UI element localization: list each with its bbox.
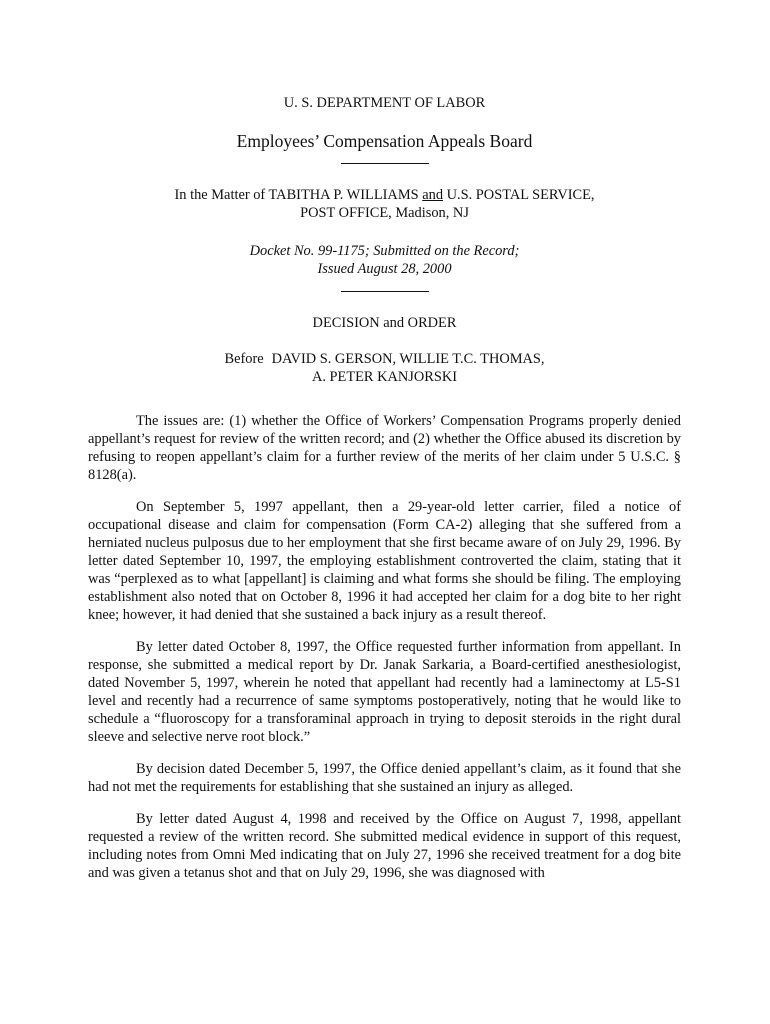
paragraph: By letter dated October 8, 1997, the Office requested further information from appellant. In response, she submitted a medical report by Dr. Janak Sarkaria, a Board-certified anesthesiologist, dated November 5, 1997, wherein he noted that appellant had recently had a laminectomy at L5-S1 level and recently had a recurrence of same symptoms postoperatively, noting that he would like to schedule a “fluoroscopy for a transforaminal approach in trying to deposit steroids in the right dural sleeve and selective nerve root block.” — [88, 639, 681, 745]
docket-line2: Issued August 28, 2000 — [317, 261, 452, 277]
before-label: Before — [224, 351, 264, 367]
divider-rule — [341, 291, 429, 292]
case-caption-line1 — [88, 186, 681, 204]
decision-title: DECISION and ORDER — [312, 315, 457, 331]
case-caption-line2: POST OFFICE, Madison, NJ — [300, 205, 469, 221]
divider-rule — [341, 163, 429, 164]
caption-suffix: U.S. POSTAL SERVICE, — [443, 187, 595, 203]
panel-members — [88, 350, 681, 386]
document-body — [88, 412, 681, 896]
caption-prefix: In the Matter of TABITHA P. WILLIAMS — [174, 187, 423, 203]
paragraph: By letter dated August 4, 1998 and received by the Office on August 7, 1998, appellant requested a review of the written record. She submitted medical evidence in support of this request, including notes from Omni Med indicating that on July 27, 1996 she received treatment for a dog bite and was given a tetanus shot and that on July 29, 1996, she was diagnosed with — [88, 811, 681, 881]
docket-line1: Docket No. 99-1175; Submitted on the Record; — [249, 243, 520, 259]
document-page — [88, 0, 681, 1024]
paragraph: On September 5, 1997 appellant, then a 29-year-old letter carrier, filed a notice of occupational disease and claim for compensation (Form CA-2) alleging that she suffered from a herniated nucleus pulposus due to her employment that she first became aware of on July 29, 1996. By letter dated September 10, 1997, the employing establishment controverted the claim, stating that it was “perplexed as to what [appellant] is claiming and what forms she should be filing. The employing establishment also noted that on October 8, 1996 it had accepted her claim for a dog bite to her right knee; however, it had denied that she sustained a back injury as a result thereof. — [88, 499, 681, 623]
panel-line2: A. PETER KANJORSKI — [311, 369, 458, 385]
panel-names-1: DAVID S. GERSON, WILLIE T.C. THOMAS, — [271, 351, 545, 367]
panel-line1 — [88, 350, 681, 368]
case-caption — [88, 186, 681, 222]
department-heading: U. S. DEPARTMENT OF LABOR — [283, 95, 486, 111]
docket-info — [88, 242, 681, 278]
paragraph: By decision dated December 5, 1997, the Office denied appellant’s claim, as it found that she had not met the requirements for establishing that she sustained an injury as alleged. — [88, 761, 681, 795]
caption-and: and — [422, 187, 444, 203]
board-title: Employees’ Compensation Appeals Board — [236, 131, 533, 151]
paragraph: The issues are: (1) whether the Office of Workers’ Compensation Programs properly denied appellant’s request for review of the written record; and (2) whether the Office abused its discretion by refusing to reopen appellant’s claim for a further review of the merits of her claim under 5 U.S.C. § 8128(a). — [88, 413, 681, 483]
